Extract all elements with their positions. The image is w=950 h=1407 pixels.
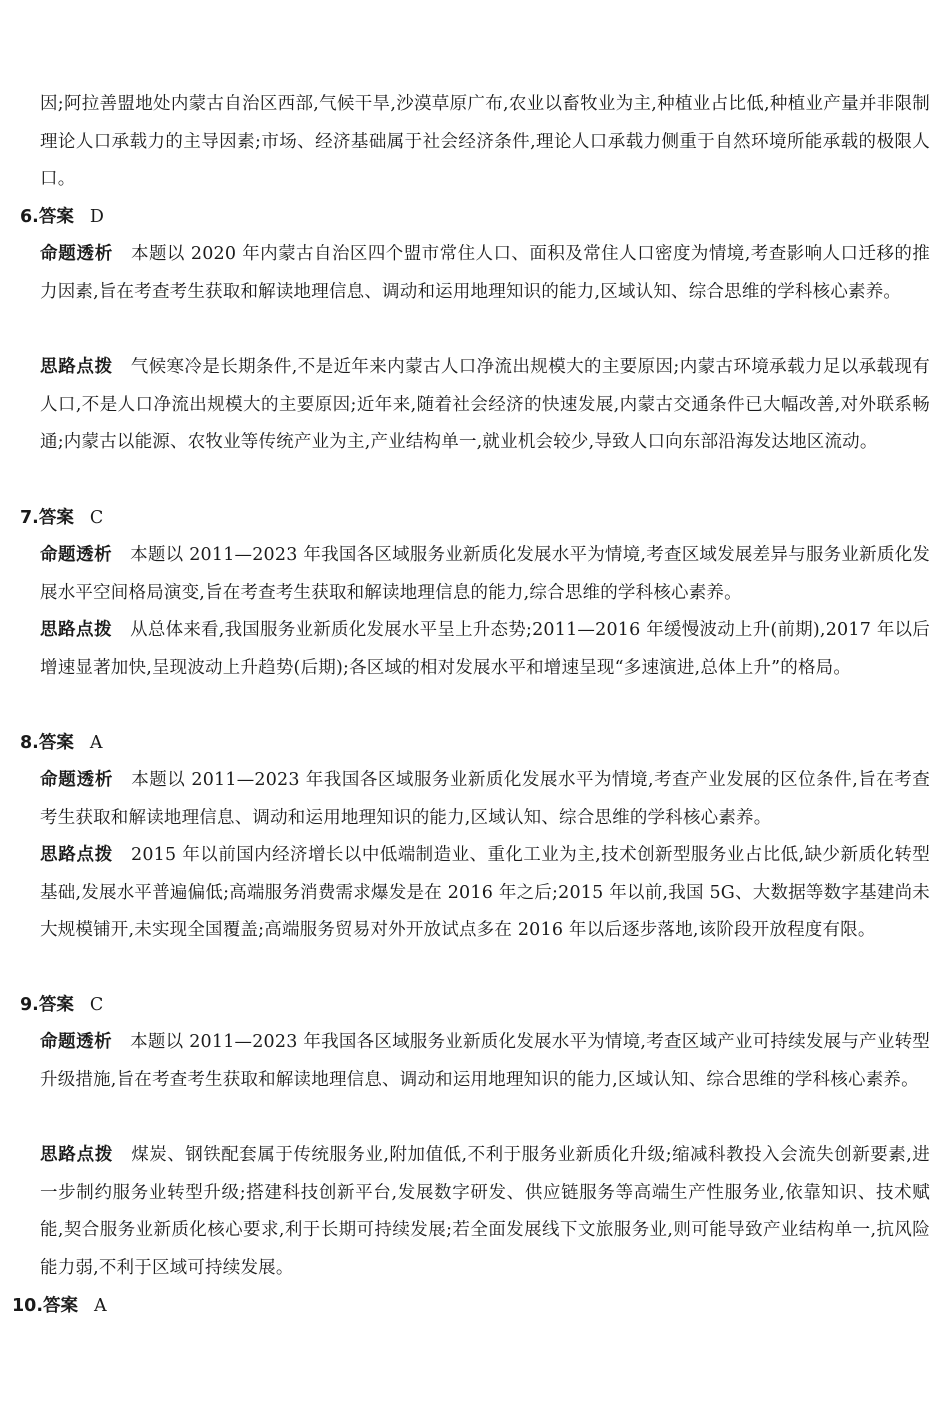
analysis-text: 本题以 2011—2023 年我国各区域服务业新质化发展水平为情境,考查产业发展的区位条件,旨在考查考生获取和解读地理信息、调动和运用地理知识的能力,区域认知、综合思维的学科核心素养。: [40, 770, 930, 828]
question-9-hint: [40, 1137, 930, 1287]
answer-label: 答案: [38, 733, 74, 753]
answer-value: A: [89, 733, 103, 753]
intro-continuation-text: 因;阿拉善盟地处内蒙古自治区西部,气候干旱,沙漠草原广布,农业以畜牧业为主,种植业占比低,种植业产量并非限制理论人口承载力的主导因素;市场、经济基础属于社会经济条件,理论人口承载力侧重于自然环境所能承载的极限人口。: [40, 94, 930, 189]
question-8-header: [20, 728, 102, 758]
analysis-text: 本题以 2011—2023 年我国各区域服务业新质化发展水平为情境,考查区域发展差异与服务业新质化发展水平空间格局演变,旨在考查考生获取和解读地理信息的能力,综合思维的学科核心素养。: [40, 545, 931, 603]
answer-value: C: [89, 995, 104, 1015]
question-9-header: [20, 990, 103, 1020]
analysis-label: 命题透析: [40, 1032, 113, 1052]
question-6-hint: [40, 349, 930, 462]
question-9-analysis: [40, 1024, 930, 1099]
question-8-hint: [40, 837, 930, 950]
question-10-header: [12, 1291, 107, 1321]
question-number: 9.: [20, 995, 39, 1015]
hint-text: 气候寒冷是长期条件,不是近年来内蒙古人口净流出规模大的主要原因;内蒙古环境承载力足以承载现有人口,不是人口净流出规模大的主要原因;近年来,随着社会经济的快速发展,内蒙古交通条件已大幅改善,对外联系畅通;内蒙古以能源、农牧业等传统产业为主,产业结构单一,就业机会较少,导致人口向东部沿海发达地区流动。: [40, 357, 931, 452]
question-number: 6.: [20, 207, 39, 227]
question-6-analysis: [40, 236, 930, 311]
question-number: 10.: [12, 1296, 44, 1316]
answer-label: 答案: [43, 1296, 79, 1316]
question-number: 7.: [20, 508, 39, 528]
answer-label: 答案: [38, 508, 74, 528]
answer-label: 答案: [38, 995, 74, 1015]
analysis-text: 本题以 2020 年内蒙古自治区四个盟市常住人口、面积及常住人口密度为情境,考查影响人口迁移的推力因素,旨在考查考生获取和解读地理信息、调动和运用地理知识的能力,区域认知、综合思维的学科核心素养。: [40, 244, 930, 302]
question-number: 8.: [20, 733, 39, 753]
analysis-label: 命题透析: [40, 244, 113, 264]
hint-text: 从总体来看,我国服务业新质化发展水平呈上升态势;2011—2016 年缓慢波动上升(前期),2017 年以后增速显著加快,呈现波动上升趋势(后期);各区域的相对发展水平和增速呈现“多速演进,总体上升”的格局。: [40, 620, 930, 678]
hint-label: 思路点拨: [40, 357, 113, 377]
question-7-header: [20, 503, 103, 533]
analysis-label: 命题透析: [40, 770, 114, 790]
question-8-analysis: [40, 762, 930, 837]
analysis-label: 命题透析: [40, 545, 113, 565]
hint-text: 煤炭、钢铁配套属于传统服务业,附加值低,不利于服务业新质化升级;缩减科教投入会流失创新要素,进一步制约服务业转型升级;搭建科技创新平台,发展数字研发、供应链服务等高端生产性服务业,依靠知识、技术赋能,契合服务业新质化核心要求,利于长期可持续发展;若全面发展线下文旅服务业,则可能导致产业结构单一,抗风险能力弱,不利于区域可持续发展。: [40, 1145, 931, 1278]
question-6-header: [20, 202, 104, 232]
question-7-hint: [40, 612, 930, 687]
hint-text: 2015 年以前国内经济增长以中低端制造业、重化工业为主,技术创新型服务业占比低,缺少新质化转型基础,发展水平普遍偏低;高端服务消费需求爆发是在 2016 年之后;2015 年以前,我国 5G、大数据等数字基建尚未大规模铺开,未实现全国覆盖;高端服务贸易对外开放试点多在 2016 年以后逐步落地,该阶段开放程度有限。: [40, 845, 930, 940]
answer-value: C: [89, 508, 104, 528]
analysis-text: 本题以 2011—2023 年我国各区域服务业新质化发展水平为情境,考查区域产业可持续发展与产业转型升级措施,旨在考查考生获取和解读地理信息、调动和运用地理知识的能力,区域认知、综合思维的学科核心素养。: [40, 1032, 931, 1090]
answer-value: D: [89, 207, 104, 227]
question-7-analysis: [40, 537, 930, 612]
answer-value: A: [94, 1296, 107, 1316]
hint-label: 思路点拨: [40, 620, 113, 640]
hint-label: 思路点拨: [40, 1145, 114, 1165]
answer-label: 答案: [38, 207, 74, 227]
hint-label: 思路点拨: [40, 845, 113, 865]
